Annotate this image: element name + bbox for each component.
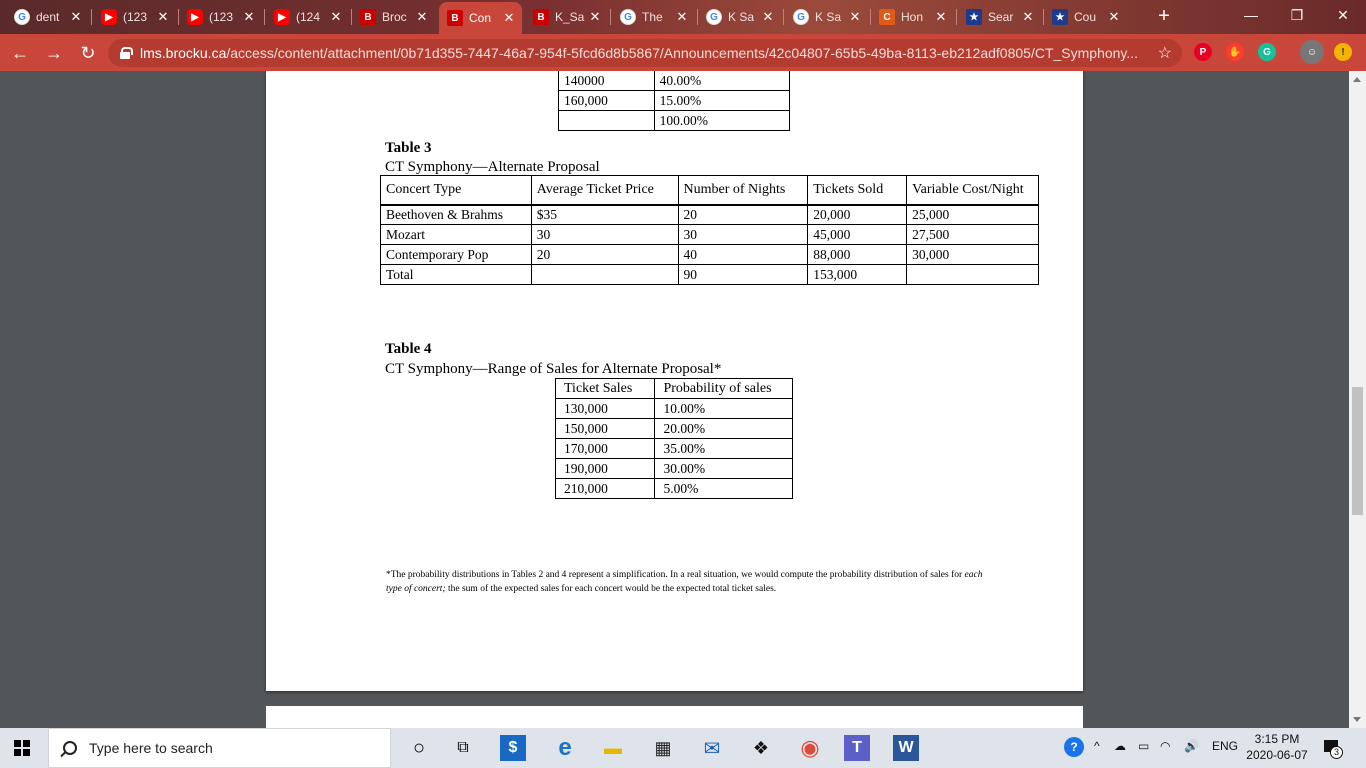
table-row xyxy=(381,245,1039,265)
browser-tab[interactable] xyxy=(6,4,89,30)
scroll-down-arrow[interactable] xyxy=(1353,717,1361,722)
youtube-icon: ▶ xyxy=(187,9,203,25)
update-alert-icon[interactable]: ! xyxy=(1334,43,1352,61)
url-host: lms.brocku.ca xyxy=(140,45,227,61)
google-g-icon: G xyxy=(14,9,30,25)
tab-strip xyxy=(0,0,1366,34)
column-header: Concert Type xyxy=(381,176,532,205)
grammarly-icon[interactable]: G xyxy=(1258,43,1276,61)
google-g-icon: G xyxy=(620,9,636,25)
tab-separator xyxy=(264,9,265,25)
youtube-icon: ▶ xyxy=(274,9,290,25)
brock-b-icon: B xyxy=(533,9,549,25)
tab-close-icon[interactable]: ✕ xyxy=(676,9,688,24)
browser-tab[interactable] xyxy=(352,4,435,30)
dollar-app-icon[interactable]: $ xyxy=(500,735,526,761)
tab-close-icon[interactable]: ✕ xyxy=(589,9,601,24)
table-cell: 20,000 xyxy=(808,205,907,225)
pdf-viewer xyxy=(0,71,1366,728)
mail-icon[interactable]: ✉ xyxy=(703,737,721,760)
table-cell: 130,000 xyxy=(556,399,655,419)
table-cell: 140000 xyxy=(559,71,655,91)
table-cell: 20 xyxy=(678,205,808,225)
table-cell: $35 xyxy=(531,205,678,225)
browser-tab[interactable] xyxy=(612,4,695,30)
tab-close-icon[interactable]: ✕ xyxy=(1022,9,1034,24)
restore-button[interactable]: ❐ xyxy=(1290,6,1304,23)
chrome-icon[interactable]: ◉ xyxy=(800,735,820,760)
star-icon: ★ xyxy=(966,9,982,25)
table-cell: 210,000 xyxy=(556,479,655,499)
table-row xyxy=(556,439,793,459)
tab-label: Hon xyxy=(901,10,924,24)
tab-close-icon[interactable]: ✕ xyxy=(70,9,82,24)
word-icon[interactable]: W xyxy=(893,735,919,761)
table-cell: 190,000 xyxy=(556,459,655,479)
table-row xyxy=(556,419,793,439)
table-cell: Mozart xyxy=(381,225,532,245)
table-row xyxy=(381,205,1039,225)
column-header: Variable Cost/Night xyxy=(907,176,1039,205)
table-cell: 150,000 xyxy=(556,419,655,439)
system-clock[interactable] xyxy=(1246,731,1308,763)
c-icon: C xyxy=(879,9,895,25)
next-pdf-page xyxy=(266,706,1083,728)
tab-close-icon[interactable]: ✕ xyxy=(849,9,861,24)
scroll-up-arrow[interactable] xyxy=(1353,77,1361,82)
profile-avatar[interactable]: ☺ xyxy=(1300,40,1324,64)
wifi-icon[interactable]: ◠ xyxy=(1160,739,1171,753)
url-path: /access/content/attachment/0b71d355-7447-46a7-954f-5fcd6d8b5867/Announcements/42c04807-65b5-49ba-8113-eb212adf0805/CT_Symphony... xyxy=(226,45,1139,61)
tab-label: (124 xyxy=(296,10,321,24)
table-cell: 153,000 xyxy=(808,265,907,285)
tray-chevron-icon[interactable]: ^ xyxy=(1094,739,1100,753)
table-cell: 30 xyxy=(531,225,678,245)
help-icon[interactable]: ? xyxy=(1064,737,1084,757)
table-cell: 20.00% xyxy=(655,419,793,439)
table-cell: 30.00% xyxy=(655,459,793,479)
table-cell: 30 xyxy=(678,225,808,245)
scroll-thumb[interactable] xyxy=(1352,387,1363,515)
table-cell: Total xyxy=(381,265,532,285)
close-window-button[interactable]: ✕ xyxy=(1337,6,1349,23)
google-g-icon: G xyxy=(793,9,809,25)
table-cell: 40 xyxy=(678,245,808,265)
table-cell: 15.00% xyxy=(654,91,789,111)
table4-subtitle: CT Symphony—Range of Sales for Alternate Proposal* xyxy=(385,361,722,377)
cortana-icon[interactable]: ○ xyxy=(412,736,426,759)
table-cell: 90 xyxy=(678,265,808,285)
tab-separator xyxy=(91,9,92,25)
table-cell: 10.00% xyxy=(655,399,793,419)
table4-title: Table 4 xyxy=(385,341,432,357)
tab-close-icon[interactable]: ✕ xyxy=(762,9,774,24)
table-cell: 160,000 xyxy=(559,91,655,111)
pdf-page xyxy=(266,71,1083,691)
tab-label: K Sa xyxy=(728,10,755,24)
tab-close-icon[interactable]: ✕ xyxy=(935,9,947,24)
tab-label: Broc xyxy=(382,10,407,24)
table-row xyxy=(559,91,790,111)
table-cell: 35.00% xyxy=(655,439,793,459)
table3 xyxy=(380,175,1039,285)
onedrive-icon[interactable]: ☁ xyxy=(1114,739,1126,753)
clock-time: 3:15 PM xyxy=(1254,732,1300,746)
table2-tail xyxy=(558,71,790,131)
edge-icon[interactable]: e xyxy=(558,734,572,761)
lock-icon xyxy=(120,47,130,59)
store-icon[interactable]: ▦ xyxy=(654,737,672,758)
tab-separator xyxy=(956,9,957,25)
column-header: Tickets Sold xyxy=(808,176,907,205)
table-cell: 20 xyxy=(531,245,678,265)
forward-button[interactable]: → xyxy=(45,42,63,63)
file-explorer-icon[interactable]: ▬ xyxy=(604,737,622,758)
table-row xyxy=(559,111,790,131)
task-view-icon[interactable]: ⧉ xyxy=(457,739,469,756)
table-row xyxy=(556,399,793,419)
brock-b-icon: B xyxy=(447,10,463,26)
browser-tab[interactable] xyxy=(93,4,176,30)
stop-hand-icon[interactable]: ✋ xyxy=(1226,43,1244,61)
browser-tab[interactable] xyxy=(1044,4,1127,30)
search-icon xyxy=(63,741,77,755)
browser-tab[interactable] xyxy=(698,4,781,30)
windows-start-icon[interactable] xyxy=(14,740,30,756)
table-cell: 5.00% xyxy=(655,479,793,499)
browser-toolbar xyxy=(0,34,1366,71)
tab-close-icon[interactable]: ✕ xyxy=(503,10,515,25)
back-button[interactable]: ← xyxy=(11,42,29,63)
minimize-button[interactable]: — xyxy=(1244,7,1258,23)
table-row xyxy=(381,265,1039,285)
tab-close-icon[interactable]: ✕ xyxy=(157,9,169,24)
language-indicator[interactable]: ENG xyxy=(1212,739,1239,753)
browser-tab[interactable] xyxy=(871,4,954,30)
table-cell: 27,500 xyxy=(907,225,1039,245)
tab-label: (123 xyxy=(209,10,234,24)
taskbar-search-box[interactable] xyxy=(48,728,391,768)
browser-tab[interactable] xyxy=(958,4,1041,30)
column-header: Ticket Sales xyxy=(556,379,655,399)
dropbox-icon[interactable]: ❖ xyxy=(752,737,770,758)
table-cell: 100.00% xyxy=(654,111,789,131)
url-text[interactable] xyxy=(140,45,1140,61)
column-header: Average Ticket Price xyxy=(531,176,678,205)
browser-tab[interactable] xyxy=(179,4,262,30)
star-icon: ★ xyxy=(1052,9,1068,25)
google-g-icon: G xyxy=(706,9,722,25)
reload-button[interactable]: ↻ xyxy=(80,42,96,63)
footnote xyxy=(386,568,986,596)
table-cell: 30,000 xyxy=(907,245,1039,265)
table-header-row xyxy=(556,379,793,399)
table-cell: 40.00% xyxy=(654,71,789,91)
footnote-text-end: the sum of the expected sales for each concert would be the expected total ticket sales. xyxy=(445,584,777,594)
brock-b-icon: B xyxy=(360,9,376,25)
table-cell: 45,000 xyxy=(808,225,907,245)
teams-icon[interactable]: T xyxy=(844,735,870,761)
bookmark-star-icon[interactable]: ☆ xyxy=(1157,45,1172,62)
table-cell: 170,000 xyxy=(556,439,655,459)
footnote-emphasis: each type of concert; xyxy=(386,570,983,594)
browser-tab[interactable] xyxy=(785,4,868,30)
tab-label: The xyxy=(642,10,663,24)
table-cell: Contemporary Pop xyxy=(381,245,532,265)
table-cell xyxy=(531,265,678,285)
table4 xyxy=(555,378,793,499)
pinterest-icon[interactable]: P xyxy=(1194,43,1212,61)
tab-close-icon[interactable]: ✕ xyxy=(330,9,342,24)
table3-title: Table 3 xyxy=(385,140,432,156)
tab-close-icon[interactable]: ✕ xyxy=(1108,9,1120,24)
table-cell xyxy=(907,265,1039,285)
table-row xyxy=(559,71,790,91)
tab-separator xyxy=(783,9,784,25)
table-header-row xyxy=(381,176,1039,205)
table-cell xyxy=(559,111,655,131)
table-row xyxy=(556,459,793,479)
windows-taskbar xyxy=(0,728,1366,768)
volume-icon[interactable]: 🔊 xyxy=(1184,739,1199,753)
table-row xyxy=(381,225,1039,245)
battery-icon[interactable]: ▭ xyxy=(1138,739,1150,753)
browser-tab[interactable] xyxy=(266,4,349,30)
tab-label: Sear xyxy=(988,10,1014,24)
youtube-icon: ▶ xyxy=(101,9,117,25)
footnote-text: *The probability distributions in Tables 2 and 4 represent a simplification. In a real situation, we would compute the probability distribution of sales for xyxy=(386,570,965,580)
column-header: Number of Nights xyxy=(678,176,808,205)
table-row xyxy=(556,479,793,499)
tab-close-icon[interactable]: ✕ xyxy=(416,9,428,24)
table-cell: 25,000 xyxy=(907,205,1039,225)
vertical-scrollbar[interactable] xyxy=(1349,71,1366,728)
tab-label: Con xyxy=(469,11,492,25)
tab-close-icon[interactable]: ✕ xyxy=(243,9,255,24)
clock-date: 2020-06-07 xyxy=(1246,748,1308,762)
browser-tab[interactable] xyxy=(525,4,608,30)
tab-label: (123 xyxy=(123,10,148,24)
tab-label: K_Sa xyxy=(555,10,585,24)
tab-label: dent xyxy=(36,10,60,24)
notification-center-icon[interactable] xyxy=(1322,738,1342,758)
table-cell: 88,000 xyxy=(808,245,907,265)
notification-count-badge: 3 xyxy=(1330,746,1343,759)
table3-subtitle: CT Symphony—Alternate Proposal xyxy=(385,159,600,175)
browser-tab[interactable] xyxy=(439,2,522,34)
table-cell: Beethoven & Brahms xyxy=(381,205,532,225)
tab-label: K Sa xyxy=(815,10,842,24)
address-bar[interactable] xyxy=(108,39,1182,67)
tab-separator xyxy=(610,9,611,25)
tab-label: Cou xyxy=(1074,10,1097,24)
new-tab-button[interactable]: + xyxy=(1158,5,1170,27)
column-header: Probability of sales xyxy=(655,379,793,399)
search-placeholder: Type here to search xyxy=(89,740,213,756)
